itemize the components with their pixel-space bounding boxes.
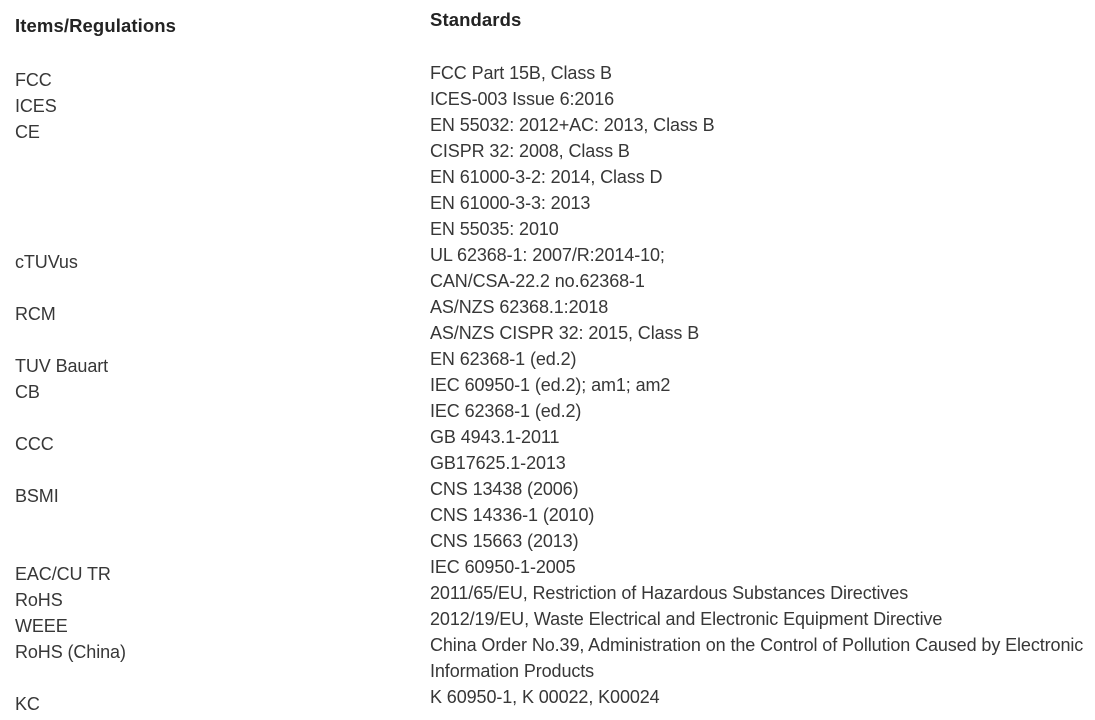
standard-line: EN 55035: 2010: [430, 219, 559, 239]
standard-line: GB 4943.1-2011: [430, 427, 560, 447]
standards-cell: [430, 242, 1092, 294]
standard-line: EN 62368-1 (ed.2): [430, 349, 577, 369]
standards-cell: [430, 606, 1092, 632]
standards-cell: [430, 632, 1092, 684]
standards-cell: [430, 476, 1092, 554]
standard-line: AS/NZS CISPR 32: 2015, Class B: [430, 323, 700, 343]
standards-cell: [430, 294, 1092, 346]
table-body: [15, 60, 1095, 714]
items-cell: [15, 431, 430, 457]
standard-line: 2012/19/EU, Waste Electrical and Electronic Equipment Directive: [430, 609, 943, 629]
table-row: [15, 294, 1095, 346]
standard-line: K 60950-1, K 00022, K00024: [430, 687, 660, 707]
standard-line: EN 55032: 2012+AC: 2013, Class B: [430, 115, 715, 135]
standard-line: IEC 60950-1-2005: [430, 557, 576, 577]
item-label: cTUVus: [15, 252, 78, 272]
items-cell: [15, 353, 430, 405]
standard-line: CAN/CSA-22.2 no.62368-1: [430, 271, 645, 291]
standard-line: CISPR 32: 2008, Class B: [430, 141, 630, 161]
item-label: RoHS: [15, 590, 63, 610]
items-cell: [15, 561, 430, 587]
standards-cell: [430, 554, 1092, 580]
standard-line: CNS 14336-1 (2010): [430, 505, 595, 525]
table-row: [15, 632, 1095, 684]
item-label: FCC: [15, 70, 52, 90]
standards-cell: [430, 424, 1092, 476]
items-cell: [15, 639, 430, 665]
table-row: [15, 554, 1095, 584]
table-header-row: [15, 8, 1095, 36]
items-cell: [15, 483, 430, 509]
item-label: BSMI: [15, 486, 59, 506]
standard-line: UL 62368-1: 2007/R:2014-10;: [430, 245, 665, 265]
item-label: EAC/CU TR: [15, 564, 111, 584]
item-label: WEEE: [15, 616, 68, 636]
item-label: CCC: [15, 434, 54, 454]
item-label: CB: [15, 382, 40, 402]
item-label: KC: [15, 694, 40, 714]
standard-line: EN 61000-3-2: 2014, Class D: [430, 167, 663, 187]
item-label: RCM: [15, 304, 56, 324]
standard-line: ICES-003 Issue 6:2016: [430, 89, 615, 109]
items-cell: [15, 301, 430, 327]
items-cell: [15, 587, 430, 613]
standards-cell: [430, 580, 1092, 606]
items-cell: [15, 613, 430, 639]
item-label: ICES: [15, 96, 57, 116]
standard-line: EN 61000-3-3: 2013: [430, 193, 591, 213]
table-row: [15, 60, 1095, 242]
table-row: [15, 242, 1095, 294]
table-row: [15, 346, 1095, 424]
standard-line: FCC Part 15B, Class B: [430, 63, 612, 83]
items-regulations-header: Items/Regulations: [15, 15, 177, 36]
standard-line: IEC 62368-1 (ed.2): [430, 401, 582, 421]
standards-header: Standards: [430, 9, 522, 30]
table-row: [15, 684, 1095, 714]
item-label: RoHS (China): [15, 642, 126, 662]
standard-line: GB17625.1-2013: [430, 453, 566, 473]
standard-line: IEC 60950-1 (ed.2); am1; am2: [430, 375, 671, 395]
table-row: [15, 476, 1095, 554]
item-label: TUV Bauart: [15, 356, 109, 376]
items-cell: [15, 691, 430, 717]
items-cell: [15, 249, 430, 275]
standards-cell: [430, 684, 1092, 710]
standard-line: 2011/65/EU, Restriction of Hazardous Substances Directives: [430, 583, 909, 603]
standards-cell: [430, 346, 1092, 424]
table-row: [15, 424, 1095, 476]
standard-line: China Order No.39, Administration on the Control of Pollution Caused by Electronic Information Products: [430, 635, 1084, 681]
standard-line: CNS 15663 (2013): [430, 531, 579, 551]
items-cell: [15, 67, 430, 145]
standards-cell: [430, 60, 1092, 242]
standard-line: AS/NZS 62368.1:2018: [430, 297, 609, 317]
item-label: CE: [15, 122, 40, 142]
standard-line: CNS 13438 (2006): [430, 479, 579, 499]
